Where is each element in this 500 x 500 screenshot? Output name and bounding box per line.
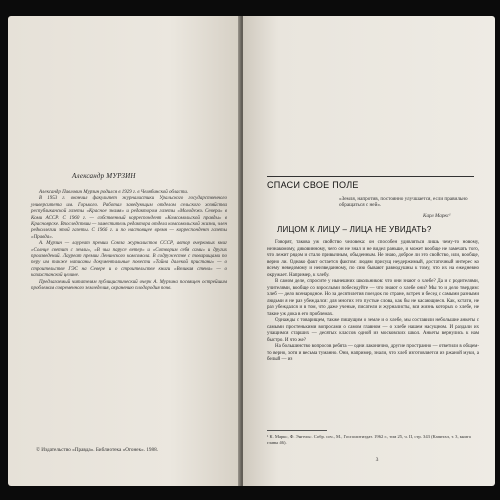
author-name: Александр МУРЗИН (72, 172, 136, 180)
section-rule (267, 176, 474, 177)
section-title: СПАСИ СВОЕ ПОЛЕ (267, 180, 359, 190)
footnote: ¹ К. Маркс, Ф. Энгельс. Собр. соч., М., Госполитиздат. 1962 г., том 25, ч. II, стр. 343 (Капитал, т. 3, книга главы 46). (267, 434, 471, 445)
article-title: ЛИЦОМ К ЛИЦУ – ЛИЦА НЕ УВИДАТЬ? (277, 225, 432, 234)
bio-paragraph: А. Мурзин — лауреат премии Союза журналистов СССР, автор очерковых книг «Солнце светит с земли», «В чьи парусе ветер» и «Сотворим себя сами» и других произведений. Лауреат премии Ленинского комсомола. В содружестве с товарищами по перу им также написаны документальные повести «Тайна далекой пристани» — о строительстве ГЭС на Севере и о строительстве книги «Великая стена» — о казахстанской целине. (31, 241, 227, 279)
body-paragraph: На большинство вопросов ребята — одни лаконично, другие пространно — ответили в общем-то верно, хотя и весьма туманно. Они, например, знали, что хлеб изготовляется из ржаной муки, а белый — из (267, 344, 479, 362)
left-page (8, 16, 240, 486)
body-paragraph: В самом деле, спросите у нынешних школьников: что они знают о хлебе? Да и с родителями, учителями, вообще со взрослыми побеседуйте — что знают о хлебе они? Мы то и дело твердим: хлеб — дело всенародное. Но за десятилетия поездок по стране, встреч и бесед с самыми разными людьми я не раз убеждался: для многих это пустые слова, как бы не касающиеся. Как, кстати, не раз убеждался и в том, что даже ученые, писатели и журналисты, вся жизнь которых о хлебе, не такие уж дока в его проблемах. (267, 279, 479, 317)
page-number: 3 (375, 457, 379, 463)
epigraph-quote: «Земля, напротив, постоянно улучшается, если правильно обращаться с ней». (339, 196, 468, 209)
body-paragraph: Говорят, такова уж свойство человека: он способен удивляться лишь чему-то новому, незнакомому, диковинному, чего он не знал и не видел раньше, и может вообще не замечать того, что лежит рядом и стало привычным, обыденным. Не знаю, доброе ли это свойство, или, вообще, верно ли. Однако факт остается фактом: людям присущ неудержимый, достаточный интерес ко всему неведомому и неизведанному, по сию бывают равнодушны к тому, что их на ежедневно окружает. Например, к хлебу. (267, 240, 479, 278)
epigraph-author: Карл Маркс¹ (423, 213, 451, 219)
bio-paragraph: Александр Павлович Мурзин родился в 1929 г. в Челябинской области. (39, 190, 189, 195)
author-bio (31, 190, 227, 293)
copyright-line: © Издательство «Правда». Библиотека «Огонек». 1988. (36, 447, 158, 453)
bio-paragraph: Предлагаемый читателям публицистический очерк А. Мурзина посвящен острейшим проблемам современного земледелия, охранению плодородия почв. (31, 279, 227, 292)
bio-paragraph: В 1953 г. окончил факультет журналистики Уральского государственного университета им. Горького. Работал заведующим отделом сельского хозяйства республиканской газеты «Красное знамя» и редактором газеты «Молодежь Севера» в Коми АССР. С 1960 г. — собственный корреспондент «Комсомольской правды» в Красноярске. Впоследствии — заместитель редактора отдела комсомольской жизни, член редколлегии этой газеты. С 1966 г. и по настоящее время — корреспондент газеты «Правда». (31, 196, 227, 240)
body-paragraph: Однажды с товарищем, также пишущим о земле и о хлебе, мы составили небольшие анкеты с самыми простенькими вопросами о самом главном — о хлебе нашем насущном. И раздали их учащимся старших — десятых классов одной из московских школ. Анкеты вернулись к нам быстро. И что же? (267, 318, 479, 343)
right-page (243, 16, 495, 486)
footnote-rule (267, 430, 327, 431)
article-body (267, 240, 479, 364)
